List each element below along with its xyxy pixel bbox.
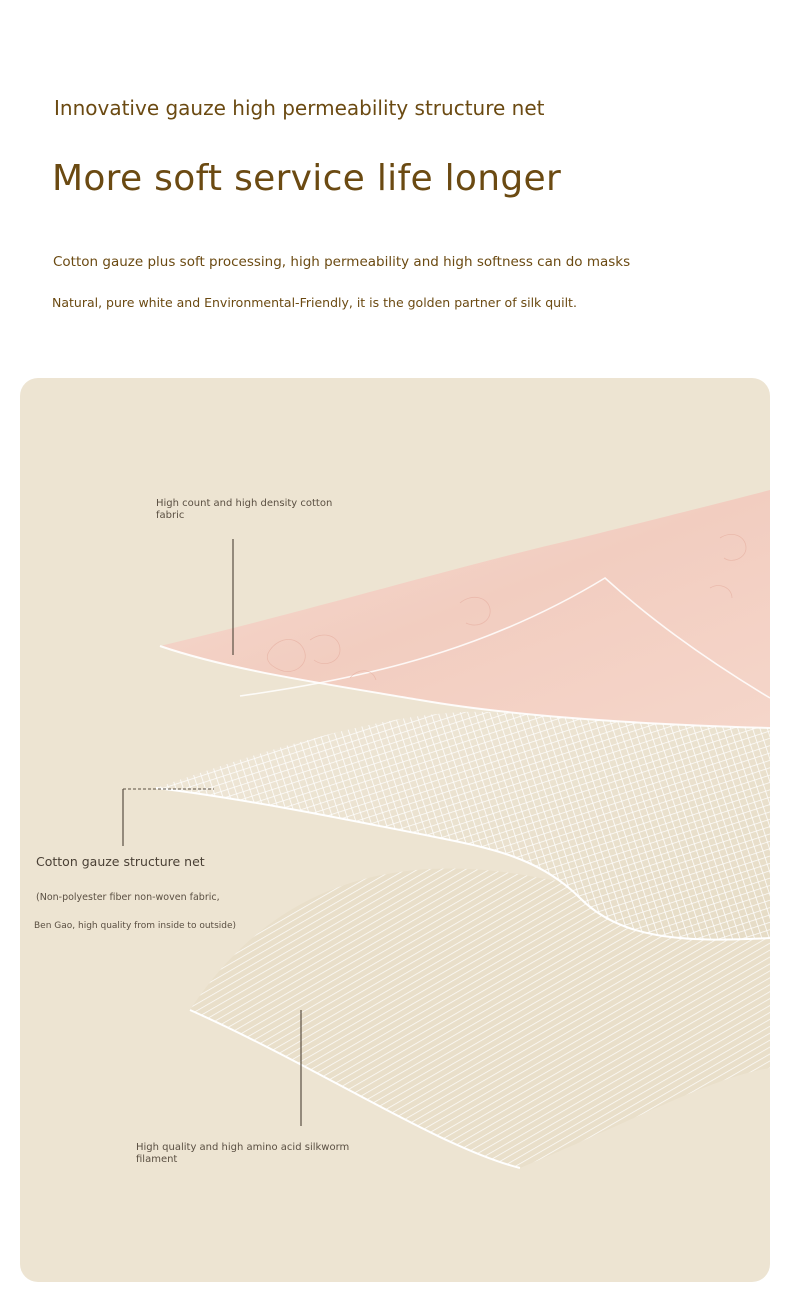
description-line-2: Natural, pure white and Environmental-Friendly, it is the golden partner of silk quilt.: [52, 295, 577, 310]
fabric-layers-illustration: [20, 378, 770, 1282]
top-layer-label: High count and high density cotton fabric: [156, 498, 333, 521]
description-line-1: Cotton gauze plus soft processing, high permeability and high softness can do masks: [53, 254, 631, 270]
middle-layer-note-line-1: (Non-polyester fiber non-woven fabric,: [36, 892, 220, 903]
headline-shadow-decoration: [54, 205, 574, 213]
fabric-layers-panel: [20, 378, 770, 1282]
cotton-fabric-layer: [160, 490, 770, 728]
headline: More soft service life longer: [52, 158, 562, 199]
bottom-layer-label: High quality and high amino acid silkworm filament: [136, 1142, 350, 1165]
middle-layer-note-line-2: Ben Gao, high quality from inside to outside): [34, 921, 237, 931]
middle-layer-label: Cotton gauze structure net: [36, 854, 205, 869]
subtitle: Innovative gauze high permeability structure net: [54, 96, 545, 120]
